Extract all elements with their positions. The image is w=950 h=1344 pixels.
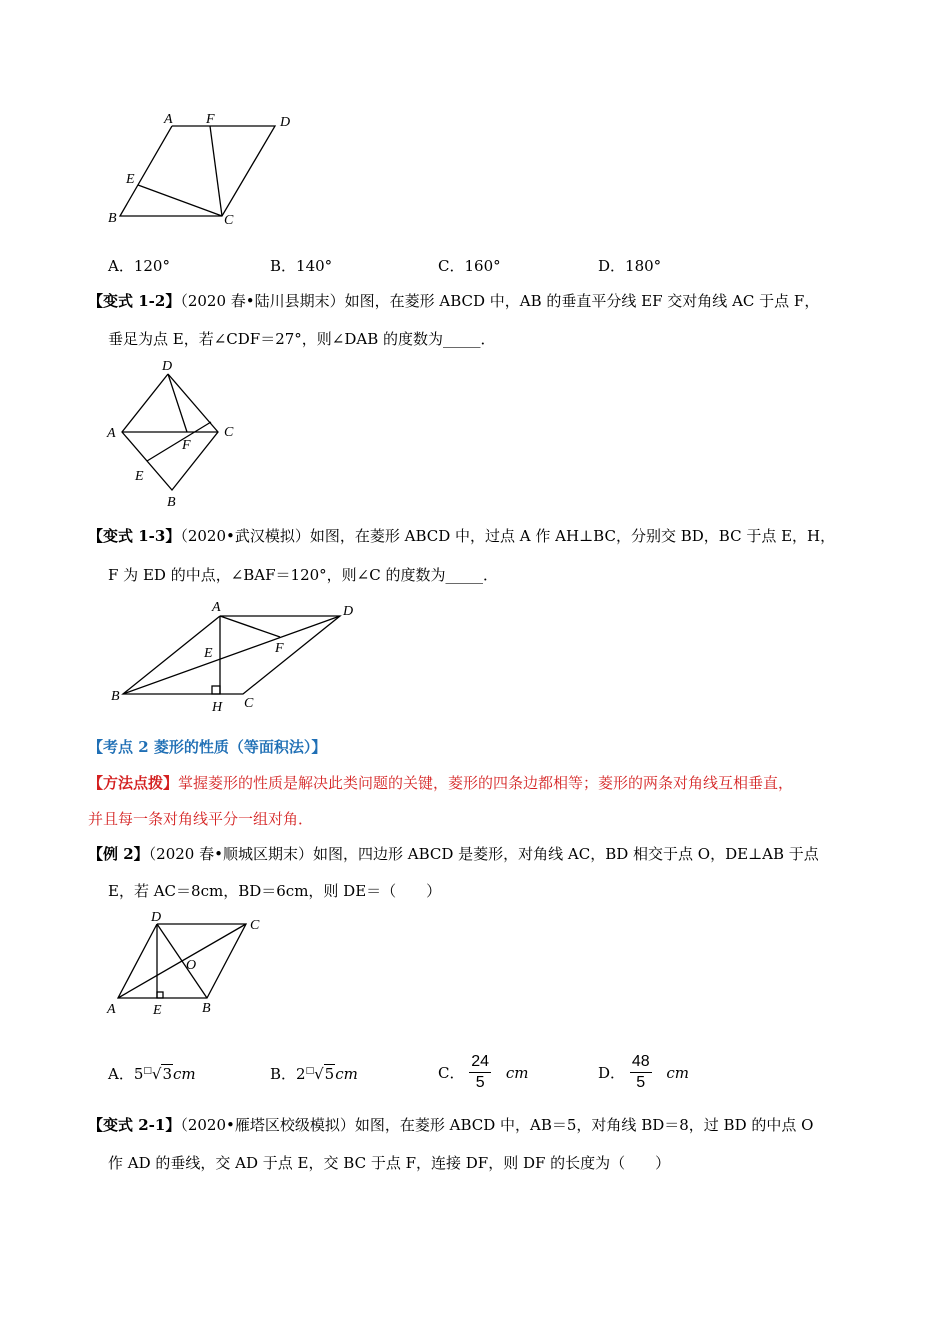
ex2-option-b[interactable]: B．2□√5cm (270, 1065, 358, 1083)
fig1-label-a: A (164, 112, 173, 127)
method-line1: 【方法点拨】掌握菱形的性质是解决此类问题的关键，菱形的四条边都相等；菱形的两条对角线互相垂直， (88, 774, 794, 792)
fig1-label-d: D (280, 115, 291, 130)
fig2-label-o: O (186, 958, 197, 973)
variant-1-3-line1: 【变式 1-3】（2020•武汉模拟）如图，在菱形 ABCD 中，过点 A 作 AH⊥BC，分别交 BD，BC 于点 E，H， (88, 527, 836, 545)
fig1-label-b: B (108, 211, 117, 226)
fraction-48-5: $\frac{48}{5}$ (631, 1053, 650, 1091)
example-2-line1: 【例 2】（2020 春•顺城区期末）如图，四边形 ABCD 是菱形，对角线 AC，BD 相交于点 O，DE⊥AB 于点 (88, 845, 819, 863)
fig13-label-a: A (212, 600, 221, 615)
fig2-label-c: C (250, 918, 260, 933)
fig1-label-c: C (224, 213, 234, 228)
fig12-label-e: E (135, 469, 144, 484)
figure-variant-1-2 (100, 352, 250, 512)
method-line2: 并且每一条对角线平分一组对角． (88, 810, 314, 828)
ex2-option-a[interactable]: A．5□√3cm (108, 1065, 196, 1083)
q1-option-c[interactable]: C．160° (438, 257, 501, 275)
figure-variant-1-3 (105, 594, 365, 716)
fraction-24-5: $\frac{24}{5}$ (471, 1053, 490, 1091)
fig13-label-h: H (212, 700, 223, 715)
ex2-option-c[interactable]: C． $\frac{24}{5}$ cm (438, 1053, 529, 1091)
fig13-label-f: F (275, 641, 284, 656)
fig2-label-b: B (202, 1001, 211, 1016)
variant-2-1-line1: 【变式 2-1】（2020•雁塔区校级模拟）如图，在菱形 ABCD 中，AB＝5，对角线 BD＝8，过 BD 的中点 O (88, 1116, 814, 1134)
fig12-label-f: F (182, 438, 191, 453)
fig13-label-c: C (244, 696, 254, 711)
kaodian-2-title: 【考点 2 菱形的性质（等面积法）】 (88, 738, 327, 756)
variant-2-1-line2: 作 AD 的垂线，交 AD 于点 E，交 BC 于点 F，连接 DF，则 DF 的长度为（ ） (108, 1154, 671, 1172)
fig1-label-f: F (206, 112, 215, 127)
ex2-option-d[interactable]: D． $\frac{48}{5}$ cm (598, 1053, 690, 1091)
q1-option-b[interactable]: B．140° (270, 257, 333, 275)
fig13-label-e: E (204, 646, 213, 661)
fig12-label-b: B (167, 495, 176, 510)
fig13-label-b: B (111, 689, 120, 704)
fig12-label-c: C (224, 425, 234, 440)
fig13-label-d: D (343, 604, 354, 619)
variant-1-2-line1: 【变式 1-2】（2020 春•陆川县期末）如图，在菱形 ABCD 中，AB 的垂直平分线 EF 交对角线 AC 于点 F， (88, 292, 820, 310)
fig2-label-d: D (151, 910, 162, 925)
fig12-label-a: A (107, 426, 116, 441)
example-2-line2: E，若 AC＝8cm，BD＝6cm，则 DE＝（ ） (108, 882, 442, 900)
q1-option-d[interactable]: D．180° (598, 257, 662, 275)
q1-option-a[interactable]: A．120° (108, 257, 170, 275)
fig2-label-e: E (153, 1003, 162, 1018)
variant-1-2-line2: 垂足为点 E，若∠CDF＝27°，则∠DAB 的度数为_____． (108, 330, 496, 348)
figure-example-2 (100, 906, 270, 1018)
fig2-label-a: A (107, 1002, 116, 1017)
variant-1-3-line2: F 为 ED 的中点，∠BAF＝120°，则∠C 的度数为_____． (108, 566, 498, 584)
fig12-label-d: D (162, 359, 173, 374)
fig1-label-e: E (126, 172, 135, 187)
figure-1-parallelogram (100, 108, 310, 233)
